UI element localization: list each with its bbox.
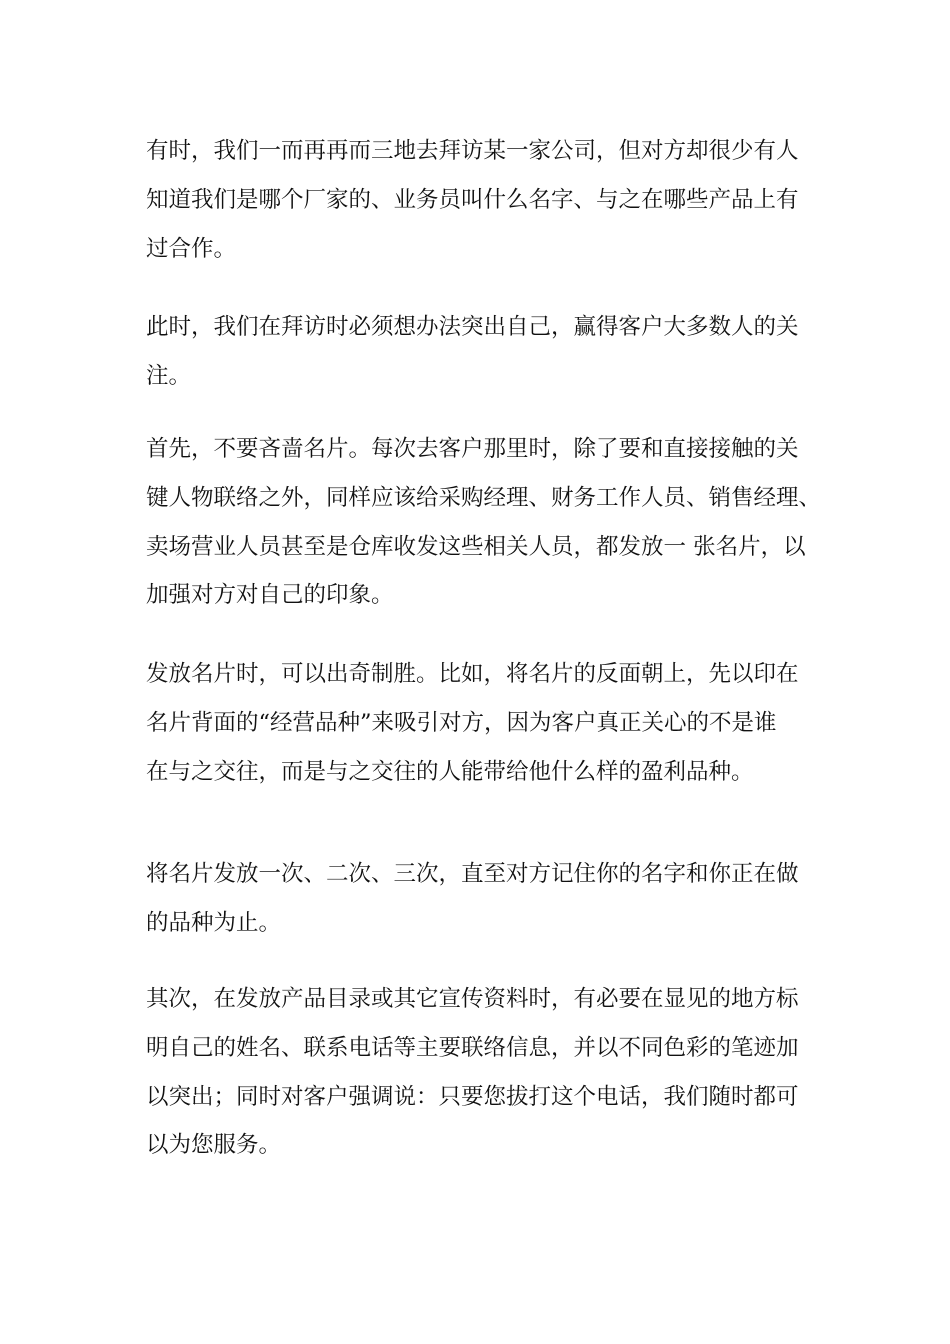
paragraph-line: 发放名片时，可以出奇制胜。比如，将名片的反面朝上，先以印在 bbox=[146, 661, 799, 687]
paragraph-line: 注。 bbox=[146, 362, 192, 389]
paragraph-line: 首先，不要吝啬名片。每次去客户那里时，除了要和直接接触的关 bbox=[146, 436, 799, 462]
paragraph-line: 此时，我们在拜访时必须想办法突出自己，赢得客户大多数人的关 bbox=[146, 314, 799, 340]
paragraph-2 bbox=[146, 303, 826, 401]
paragraph-line: 在与之交往，而是与之交往的人能带给他什么样的盈利品种。 bbox=[146, 758, 754, 785]
paragraph-line: 有时，我们一而再再而三地去拜访某一家公司，但对方却很少有人 bbox=[146, 138, 799, 164]
paragraph-line: 卖场营业人员甚至是仓库收发这些相关人员，都发放一 张名片，以 bbox=[146, 533, 806, 560]
paragraph-5 bbox=[146, 850, 826, 948]
paragraph-line: 加强对方对自己的印象。 bbox=[146, 582, 394, 609]
paragraph-line: 知道我们是哪个厂家的、业务员叫什么名字、与之在哪些产品上有 bbox=[146, 186, 799, 213]
paragraph-1 bbox=[146, 127, 826, 273]
paragraph-4 bbox=[146, 650, 826, 796]
paragraph-line: 将名片发放一次、二次、三次，直至对方记住你的名字和你正在做 bbox=[146, 861, 799, 887]
paragraph-3 bbox=[146, 425, 826, 620]
paragraph-line: 以突出；同时对客户强调说：只要您拔打这个电话，我们随时都可 bbox=[146, 1083, 799, 1110]
paragraph-6 bbox=[146, 975, 826, 1170]
paragraph-line: 明自己的姓名、联系电话等主要联络信息，并以不同色彩的笔迹加 bbox=[146, 1034, 799, 1061]
paragraph-line: 过合作。 bbox=[146, 235, 237, 262]
paragraph-line: 以为您服务。 bbox=[146, 1132, 282, 1159]
paragraph-line: 的品种为止。 bbox=[146, 909, 282, 936]
paragraph-line: 其次，在发放产品目录或其它宣传资料时，有必要在显见的地方标 bbox=[146, 986, 799, 1012]
paragraph-line: 键人物联络之外，同样应该给采购经理、财务工作人员、销售经理、 bbox=[146, 484, 822, 511]
paragraph-line: 名片背面的“经营品种”来吸引对方，因为客户真正关心的不是谁 bbox=[146, 709, 777, 736]
